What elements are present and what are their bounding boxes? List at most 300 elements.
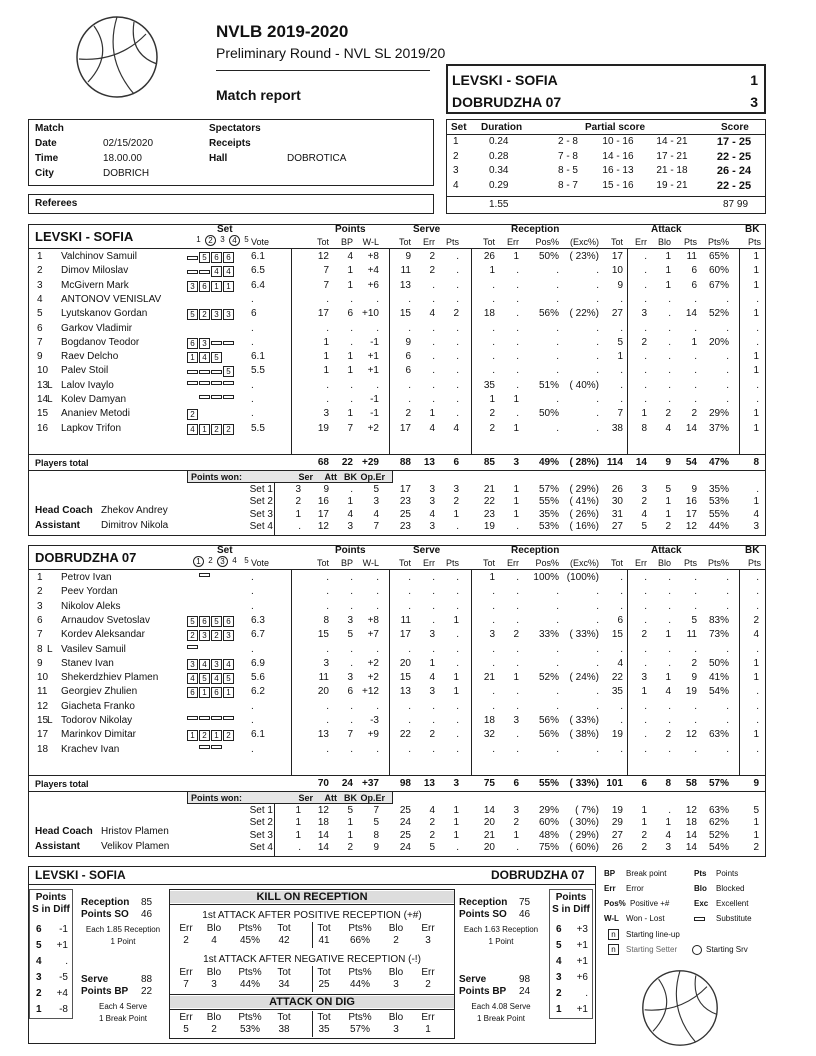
legend-value: Starting Srv xyxy=(706,945,748,954)
lineup-position: 6 xyxy=(223,616,234,627)
set-spts: 2 xyxy=(453,496,459,508)
stat-spts: 1 xyxy=(453,686,459,698)
set-duration: 0.34 xyxy=(489,165,509,176)
set-aerr: 2 xyxy=(641,829,647,841)
stat-wl: +9 xyxy=(367,729,379,741)
stat-bp: 5 xyxy=(347,629,353,641)
lineup-position: 1 xyxy=(187,352,198,363)
substitute-icon xyxy=(199,270,210,274)
stat-bp: 1 xyxy=(347,408,353,420)
spectators-label: Spectators xyxy=(209,123,261,134)
pw-op: 8 xyxy=(373,829,379,841)
stat-rpos: 100% xyxy=(533,572,559,583)
stat-bp: 3 xyxy=(347,672,353,684)
stat-vote: 6.1 xyxy=(251,729,265,741)
player-name: Marinkov Dimitar xyxy=(61,729,137,741)
stat-rpos: . xyxy=(556,700,559,712)
stat-ptot: 1 xyxy=(323,365,329,377)
stat-rerr: 1 xyxy=(513,394,519,405)
stat-apct: . xyxy=(726,586,729,598)
set-rexc: ( 29%) xyxy=(569,484,599,495)
stat-ptot: 1 xyxy=(323,351,329,363)
stat-rexc: . xyxy=(596,586,599,598)
stat-bp: 1 xyxy=(347,265,353,277)
volleyball-logo-icon xyxy=(74,14,160,100)
stat-atot: 6 xyxy=(617,614,623,626)
stat-spts: . xyxy=(456,365,459,377)
stat-wl: +2 xyxy=(367,422,379,434)
set-atot: 19 xyxy=(611,805,623,816)
stat-aerr: . xyxy=(644,743,647,755)
kill-cell: Blo xyxy=(388,1012,404,1023)
head-coach: Zhekov Andrey xyxy=(101,505,168,516)
partial-16: 15 - 16 xyxy=(602,179,634,191)
team_b-name: DOBRUDZHA 07 xyxy=(35,550,137,565)
stat-apct: . xyxy=(726,715,729,726)
set-lineup xyxy=(187,745,223,749)
set-lineup xyxy=(187,730,235,741)
substitute-icon xyxy=(199,573,210,577)
stat-serr: 4 xyxy=(429,422,435,434)
stat-aerr: 2 xyxy=(641,629,647,641)
kill-cell: 34 xyxy=(278,979,290,990)
pw-op: 3 xyxy=(373,496,379,508)
set-aerr: 1 xyxy=(641,805,647,816)
stat-wl: +7 xyxy=(367,629,379,641)
result-team-b: DOBRUDZHA 07 xyxy=(452,94,562,110)
lineup-position: 2 xyxy=(223,424,234,435)
kill-cell: Blo xyxy=(206,1012,222,1023)
stat-rerr: . xyxy=(516,743,519,755)
sb-points-label: Points xyxy=(555,892,587,903)
stat-apct: . xyxy=(726,643,729,655)
pw-head: Op.Er xyxy=(360,472,385,482)
pw-att: 16 xyxy=(317,496,329,508)
stat-apts: 14 xyxy=(685,308,697,320)
player-name: Peev Yordan xyxy=(61,586,118,598)
set-serr: 2 xyxy=(429,829,435,841)
set-aerr: 3 xyxy=(641,484,647,495)
pw-head: Ser xyxy=(298,472,313,482)
stat-bk: . xyxy=(756,336,759,348)
stat-stot: . xyxy=(408,715,411,726)
stat-spts: . xyxy=(456,408,459,420)
h-tot: Tot xyxy=(482,237,495,247)
h-tot: Tot xyxy=(398,558,411,568)
stat-apts: 9 xyxy=(691,672,697,684)
set-aerr: 2 xyxy=(641,496,647,508)
set-ablo: 2 xyxy=(665,520,671,532)
pw-att: 14 xyxy=(317,841,329,853)
stat-ptot: 11 xyxy=(318,672,329,684)
stat-aerr: 1 xyxy=(641,686,647,698)
pw-op: 4 xyxy=(373,508,379,520)
stat-bk: . xyxy=(756,643,759,655)
stat-aerr: . xyxy=(644,251,647,262)
stat-apct: 73% xyxy=(708,629,729,641)
set-row-label: Set 4 xyxy=(249,520,273,532)
stat-vote: 5.5 xyxy=(251,365,265,377)
sb-note3: Each 4.08 Serve xyxy=(471,1002,531,1011)
stat-rtot: . xyxy=(492,686,495,698)
h-pos: Pos% xyxy=(535,237,559,247)
total-wl: +37 xyxy=(362,778,379,789)
stat-ptot: 3 xyxy=(323,408,329,420)
player-name: Petrov Ivan xyxy=(61,572,112,583)
set-ablo: 4 xyxy=(665,829,671,841)
stat-spts: . xyxy=(456,600,459,612)
player-number: 7 xyxy=(37,629,43,641)
set-number-3: 3 xyxy=(220,235,225,244)
stat-vote: . xyxy=(251,700,254,712)
stat-rexc: (100%) xyxy=(566,572,599,583)
diff-set: 6 xyxy=(36,924,42,935)
stat-rpos: . xyxy=(556,394,559,405)
set-atot: 31 xyxy=(611,508,623,520)
stat-ablo: 1 xyxy=(665,251,671,262)
lineup-position: 1 xyxy=(211,730,222,741)
stat-bk: . xyxy=(756,322,759,334)
player-number: 1 xyxy=(37,572,43,583)
lineup-position: 5 xyxy=(223,673,234,684)
kill-cell: 2 xyxy=(393,935,399,946)
set-atot: 26 xyxy=(611,484,623,495)
set-bk: 1 xyxy=(753,496,759,508)
set-aerr: 4 xyxy=(641,508,647,520)
stat-rtot: 2 xyxy=(489,422,495,434)
stat-ablo: . xyxy=(668,657,671,669)
set-stot: 23 xyxy=(399,520,411,532)
player-number: 15 xyxy=(37,408,49,420)
stat-wl: . xyxy=(376,379,379,391)
set-rexc: ( 7%) xyxy=(575,805,599,816)
set-lineup xyxy=(187,573,211,577)
stat-serr: 3 xyxy=(429,629,435,641)
diff-set: 6 xyxy=(556,924,562,935)
pw-att: 9 xyxy=(323,484,329,495)
set-lineup xyxy=(187,687,235,698)
set-stot: 17 xyxy=(399,484,411,495)
stat-apts: 1 xyxy=(691,336,697,348)
legend-value: Won - Lost xyxy=(626,914,665,923)
diff-value: +4 xyxy=(56,988,68,999)
stat-rerr: . xyxy=(516,408,519,420)
stat-apts: . xyxy=(694,743,697,755)
stat-spts: . xyxy=(456,322,459,334)
set-bk: . xyxy=(756,484,759,495)
stat-rexc: ( 22%) xyxy=(569,308,599,320)
stat-ptot: 13 xyxy=(317,729,329,741)
sb-pointsbp-label: Points BP xyxy=(459,986,507,997)
pw-att: 12 xyxy=(317,520,329,532)
stat-rtot: . xyxy=(492,600,495,612)
pw-head: BK xyxy=(344,472,357,482)
substitute-icon xyxy=(187,270,198,274)
lineup-position: 1 xyxy=(223,687,234,698)
stat-apct: 37% xyxy=(708,422,729,434)
stat-ptot: . xyxy=(326,700,329,712)
sa-note1: Each 1.85 Reception xyxy=(85,925,161,934)
kill-title: KILL ON RECEPTION xyxy=(170,891,454,903)
partial-16: 16 - 13 xyxy=(602,165,634,176)
legend-value: Break point xyxy=(626,869,667,878)
stat-rerr: . xyxy=(516,643,519,655)
player-number: 2 xyxy=(37,586,43,598)
set-rerr: . xyxy=(516,520,519,532)
stat-aerr: . xyxy=(644,572,647,583)
pw-bk: 1 xyxy=(347,817,353,829)
stat-rpos: . xyxy=(556,365,559,377)
stat-ptot: . xyxy=(326,322,329,334)
stat-aerr: 3 xyxy=(641,308,647,320)
set-lineup xyxy=(187,409,235,420)
player-number: 15 xyxy=(37,715,49,726)
stat-bp: . xyxy=(350,293,353,305)
lineup-position: 2 xyxy=(187,630,198,641)
set-apts: 9 xyxy=(691,484,697,495)
set-rerr: 1 xyxy=(513,508,519,520)
total-spts: 6 xyxy=(453,457,459,468)
stat-ablo: 1 xyxy=(665,629,671,641)
total-stot: 98 xyxy=(399,778,411,789)
stat-aerr: . xyxy=(644,643,647,655)
stat-spts: . xyxy=(456,729,459,741)
pw-ser: 1 xyxy=(295,508,301,520)
diff-value: -5 xyxy=(59,972,68,983)
set-number-5: 5 xyxy=(244,556,249,565)
set-rpos: 55% xyxy=(538,496,559,508)
set-apct: 54% xyxy=(708,841,729,853)
diff-value: +1 xyxy=(56,940,68,951)
lineup-position: 6 xyxy=(211,687,222,698)
stat-rerr: 1 xyxy=(513,251,519,262)
sa-pointsbp-label: Points BP xyxy=(81,986,129,997)
points-won-label: Points won: xyxy=(191,793,242,803)
h-pts: Pts xyxy=(747,558,761,568)
stat-aerr: . xyxy=(644,657,647,669)
head-coach-label: Head Coach xyxy=(35,826,93,837)
set-number-4: 4 xyxy=(229,235,240,246)
set-rerr: 1 xyxy=(513,484,519,495)
stat-rtot: 26 xyxy=(483,251,495,262)
stat-rpos: . xyxy=(556,657,559,669)
set-apct: 44% xyxy=(708,520,729,532)
lineup-position: 2 xyxy=(199,309,210,320)
stat-stot: 15 xyxy=(399,672,411,684)
set-spts: 1 xyxy=(453,829,459,841)
stat-rtot: . xyxy=(492,322,495,334)
player-name: Valchinov Samuil xyxy=(61,251,137,262)
h-tot: Tot xyxy=(610,237,623,247)
stat-apct: 60% xyxy=(708,265,729,277)
stat-vote: . xyxy=(251,408,254,420)
stat-serr: . xyxy=(432,351,435,363)
stat-rpos: . xyxy=(556,614,559,626)
referees-box xyxy=(28,194,434,214)
stat-wl: -1 xyxy=(370,394,379,405)
stat-spts: 2 xyxy=(453,308,459,320)
stat-bk: 1 xyxy=(753,265,759,277)
h-pts: Pts xyxy=(683,237,697,247)
set-duration: 0.24 xyxy=(489,136,509,147)
h-err: Err xyxy=(423,558,435,568)
page-subtitle: Preliminary Round - NVL SL 2019/20 xyxy=(216,45,446,61)
stat-apts: 2 xyxy=(691,408,697,420)
stat-rpos: . xyxy=(556,600,559,612)
stat-bk: 1 xyxy=(753,365,759,377)
stat-stot: 17 xyxy=(399,422,411,434)
partial-21: 14 - 21 xyxy=(656,136,688,147)
stat-spts: . xyxy=(456,251,459,262)
stat-ptot: . xyxy=(326,572,329,583)
stat-bp: . xyxy=(350,657,353,669)
legend-key: Err xyxy=(604,884,616,893)
stat-bp: 6 xyxy=(347,686,353,698)
referees-label: Referees xyxy=(35,198,78,209)
legend-key: Blo xyxy=(694,884,707,893)
stat-wl: +2 xyxy=(367,672,379,684)
result-box xyxy=(446,64,766,114)
player-number: 18 xyxy=(37,743,49,755)
stat-rexc: . xyxy=(596,394,599,405)
player-name: Raev Delcho xyxy=(61,351,119,363)
total-rexc: ( 33%) xyxy=(569,778,599,789)
set-stot: 23 xyxy=(399,496,411,508)
stat-rpos: . xyxy=(556,351,559,363)
total-wl: +29 xyxy=(362,457,379,468)
stat-serr: 4 xyxy=(429,672,435,684)
set-atot: 30 xyxy=(611,496,623,508)
lineup-position: 4 xyxy=(223,659,234,670)
stat-rexc: . xyxy=(596,657,599,669)
total-ptot: 68 xyxy=(317,457,329,468)
stat-bk: 1 xyxy=(753,422,759,434)
stat-bp: 1 xyxy=(347,279,353,291)
set-rpos: 35% xyxy=(538,508,559,520)
total-rexc: ( 28%) xyxy=(569,457,599,468)
stat-aerr: . xyxy=(644,729,647,741)
stat-apct: . xyxy=(726,351,729,363)
h-err: Err xyxy=(507,558,519,568)
sb-serve-label: Serve xyxy=(459,974,487,985)
kill-cell: 25 xyxy=(318,979,330,990)
stat-rtot: . xyxy=(492,743,495,755)
stat-rtot: . xyxy=(492,279,495,291)
player-name: Lyutskanov Gordan xyxy=(61,308,148,320)
stat-ablo: 1 xyxy=(665,672,671,684)
legend-box-icon: n xyxy=(608,944,619,955)
legend-value: Error xyxy=(626,884,644,893)
stat-atot: 27 xyxy=(611,308,623,320)
stat-ablo: . xyxy=(668,308,671,320)
stat-stot: . xyxy=(408,743,411,755)
stat-atot: 5 xyxy=(617,336,623,348)
h-blo: Blo xyxy=(657,558,671,568)
pw-bk: . xyxy=(350,484,353,495)
set-lineup xyxy=(187,352,223,363)
stat-bk: . xyxy=(756,743,759,755)
set-rpos: 53% xyxy=(538,520,559,532)
diff-set: 4 xyxy=(36,956,42,967)
set-rtot: 20 xyxy=(483,817,495,829)
set-rexc: ( 26%) xyxy=(569,508,599,520)
set-number-2: 2 xyxy=(208,556,213,565)
player-number: 6 xyxy=(37,614,43,626)
stat-vote: 6.3 xyxy=(251,614,265,626)
pos-title: 1st ATTACK AFTER POSITIVE RECEPTION (+#) xyxy=(202,910,422,921)
stat-bp: 3 xyxy=(347,614,353,626)
kill-cell: Tot xyxy=(277,923,291,934)
stat-ablo: 4 xyxy=(665,422,671,434)
stat-bk: . xyxy=(756,293,759,305)
total-stot: 88 xyxy=(399,457,411,468)
set-serr: 5 xyxy=(429,841,435,853)
lineup-position: 3 xyxy=(199,338,210,349)
set-apct: 63% xyxy=(708,805,729,816)
substitute-icon xyxy=(199,745,210,749)
stat-bk: . xyxy=(756,586,759,598)
lineup-position: 5 xyxy=(187,616,198,627)
player-number: 12 xyxy=(37,700,49,712)
stat-rexc: . xyxy=(596,422,599,434)
stat-vote: 6 xyxy=(251,308,257,320)
set-stot: 24 xyxy=(399,841,411,853)
stat-bk: 1 xyxy=(753,279,759,291)
stat-ablo: . xyxy=(668,743,671,755)
set-rerr: 1 xyxy=(513,829,519,841)
set-lineup xyxy=(187,645,199,649)
stat-apct: . xyxy=(726,600,729,612)
stat-rexc: ( 24%) xyxy=(569,672,599,684)
set-rtot: 21 xyxy=(483,829,495,841)
stat-rtot: . xyxy=(492,700,495,712)
set-duration: 0.28 xyxy=(489,150,509,162)
stat-aerr: 8 xyxy=(641,422,647,434)
stat-ablo: 2 xyxy=(665,729,671,741)
stat-rerr: 1 xyxy=(513,672,519,684)
stat-wl: . xyxy=(376,572,379,583)
substitute-icon xyxy=(223,716,234,720)
stat-atot: . xyxy=(620,715,623,726)
stat-stot: 9 xyxy=(405,336,411,348)
player-number: 4 xyxy=(37,293,43,305)
h-attack: Attack xyxy=(651,545,682,556)
lineup-position: 4 xyxy=(223,266,234,277)
stat-ptot: 15 xyxy=(317,629,329,641)
lineup-position: 6 xyxy=(187,687,198,698)
kill-cell: 44% xyxy=(349,979,370,990)
stat-rpos: . xyxy=(556,686,559,698)
h-blo: Blo xyxy=(657,237,671,247)
stat-rexc: . xyxy=(596,408,599,420)
set-number-4: 4 xyxy=(232,556,237,565)
set-spts: 1 xyxy=(453,805,459,816)
stat-apct: . xyxy=(726,700,729,712)
partial-21: 19 - 21 xyxy=(656,179,688,191)
set-lineup xyxy=(187,716,235,720)
summary-box xyxy=(28,866,596,1044)
stat-bp: . xyxy=(350,572,353,583)
team-b-points-s-in-diff xyxy=(549,889,593,1019)
player-name: Ananiev Metodi xyxy=(61,408,130,420)
pw-att: 12 xyxy=(317,805,329,816)
kill-cell: Pts% xyxy=(238,923,262,934)
legend-value: Excellent xyxy=(716,899,749,908)
stat-ptot: 8 xyxy=(323,614,329,626)
diff-set: 5 xyxy=(36,940,42,951)
stat-ablo: 1 xyxy=(665,279,671,291)
diff-value: +1 xyxy=(576,1004,588,1015)
